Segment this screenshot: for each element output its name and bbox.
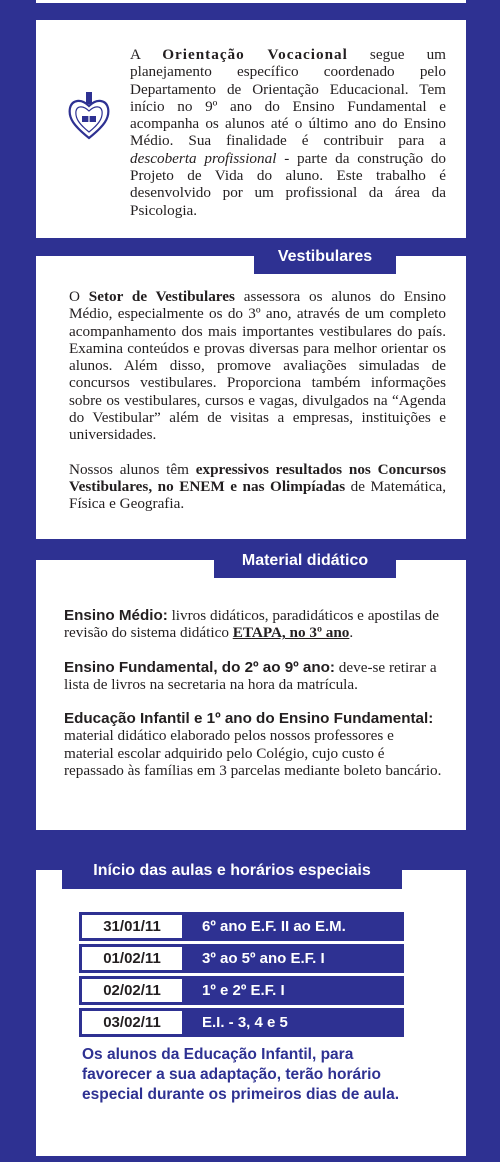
top-panel-edge [36, 0, 466, 3]
heart-seal-icon [66, 90, 112, 142]
material-title: Material didático [241, 552, 369, 569]
schedule-desc: 3º ao 5º ano E.F. I [202, 950, 325, 967]
schedule-date: 03/02/11 [82, 1011, 182, 1034]
vestibulares-title: Vestibulares [277, 248, 373, 265]
material-educacao-infantil: Educação Infantil e 1º ano do Ensino Fundamental: material didático elaborado pelos nossos professores e material escolar adquirido pelo Colégio, cujo custo é repassado às famílias em 3 parcelas mediante boleto bancário. [64, 710, 442, 780]
schedule-row [79, 976, 404, 1005]
vestibulares-paragraph-1: O Setor de Vestibulares assessora os alunos do Ensino Médio, especialmente os do 3º ano, através de um completo acompanhamento dos mais importantes vestibulares do país. Examina conteúdos e provas diversas para melhor orientar os alunos. Além disso, promove avaliações simuladas de concursos vestibulares. Proporciona também informações sobre os vestibulares, cursos e vagas, divulgados na “Agenda do Vestibular” além de visitas a empresas, instituições e universidades. [69, 288, 446, 444]
inicio-header [62, 853, 402, 889]
material-ensino-fundamental: Ensino Fundamental, do 2º ao 9º ano: deve-se retirar a lista de livros na secretaria na hora da matrícula. [64, 658, 437, 693]
material-ensino-medio: Ensino Médio: livros didáticos, paradidáticos e apostilas de revisão do sistema didático ETAPA, no 3º ano. [64, 607, 439, 642]
material-body [64, 607, 446, 779]
vestibulares-paragraph-2: Nossos alunos têm expressivos resultados nos Concursos Vestibulares, no ENEM e nas Olimpíadas de Matemática, Física e Geografia. [69, 460, 447, 513]
schedule-date: 31/01/11 [82, 915, 182, 938]
inicio-title: Início das aulas e horários especiais [93, 862, 371, 879]
schedule-desc: 6º ano E.F. II ao E.M. [202, 918, 346, 935]
etapa-link[interactable]: ETAPA, no 3º ano [232, 624, 350, 642]
schedule-date: 02/02/11 [82, 979, 182, 1002]
schedule-desc: 1º e 2º E.F. I [202, 982, 285, 999]
inicio-note: Os alunos da Educação Infantil, para favorecer a sua adaptação, terão horário especial durante os primeiros dias de aula. [82, 1046, 400, 1103]
schedule-row [79, 1008, 404, 1037]
schedule-row [79, 944, 404, 973]
schedule-desc: E.I. - 3, 4 e 5 [202, 1014, 288, 1031]
orientacao-panel [36, 20, 466, 238]
vestibulares-header [254, 240, 396, 274]
vestibulares-body [69, 288, 446, 513]
orientacao-text: A Orientação Vocacional segue um planejamento específico coordenado pelo Departamento de Orientação Educacional. Tem início no 9º ano do Ensino Fundamental e acompanha os alunos até o último ano do Ensino Médio. Sua finalidade é contribuir para a descoberta profissional - parte da construção do Projeto de Vida do aluno. Este trabalho é desenvolvido por um profissional da área da Psicologia. [130, 46, 447, 219]
schedule-row [79, 912, 404, 941]
schedule-date: 01/02/11 [82, 947, 182, 970]
material-header [214, 544, 396, 578]
